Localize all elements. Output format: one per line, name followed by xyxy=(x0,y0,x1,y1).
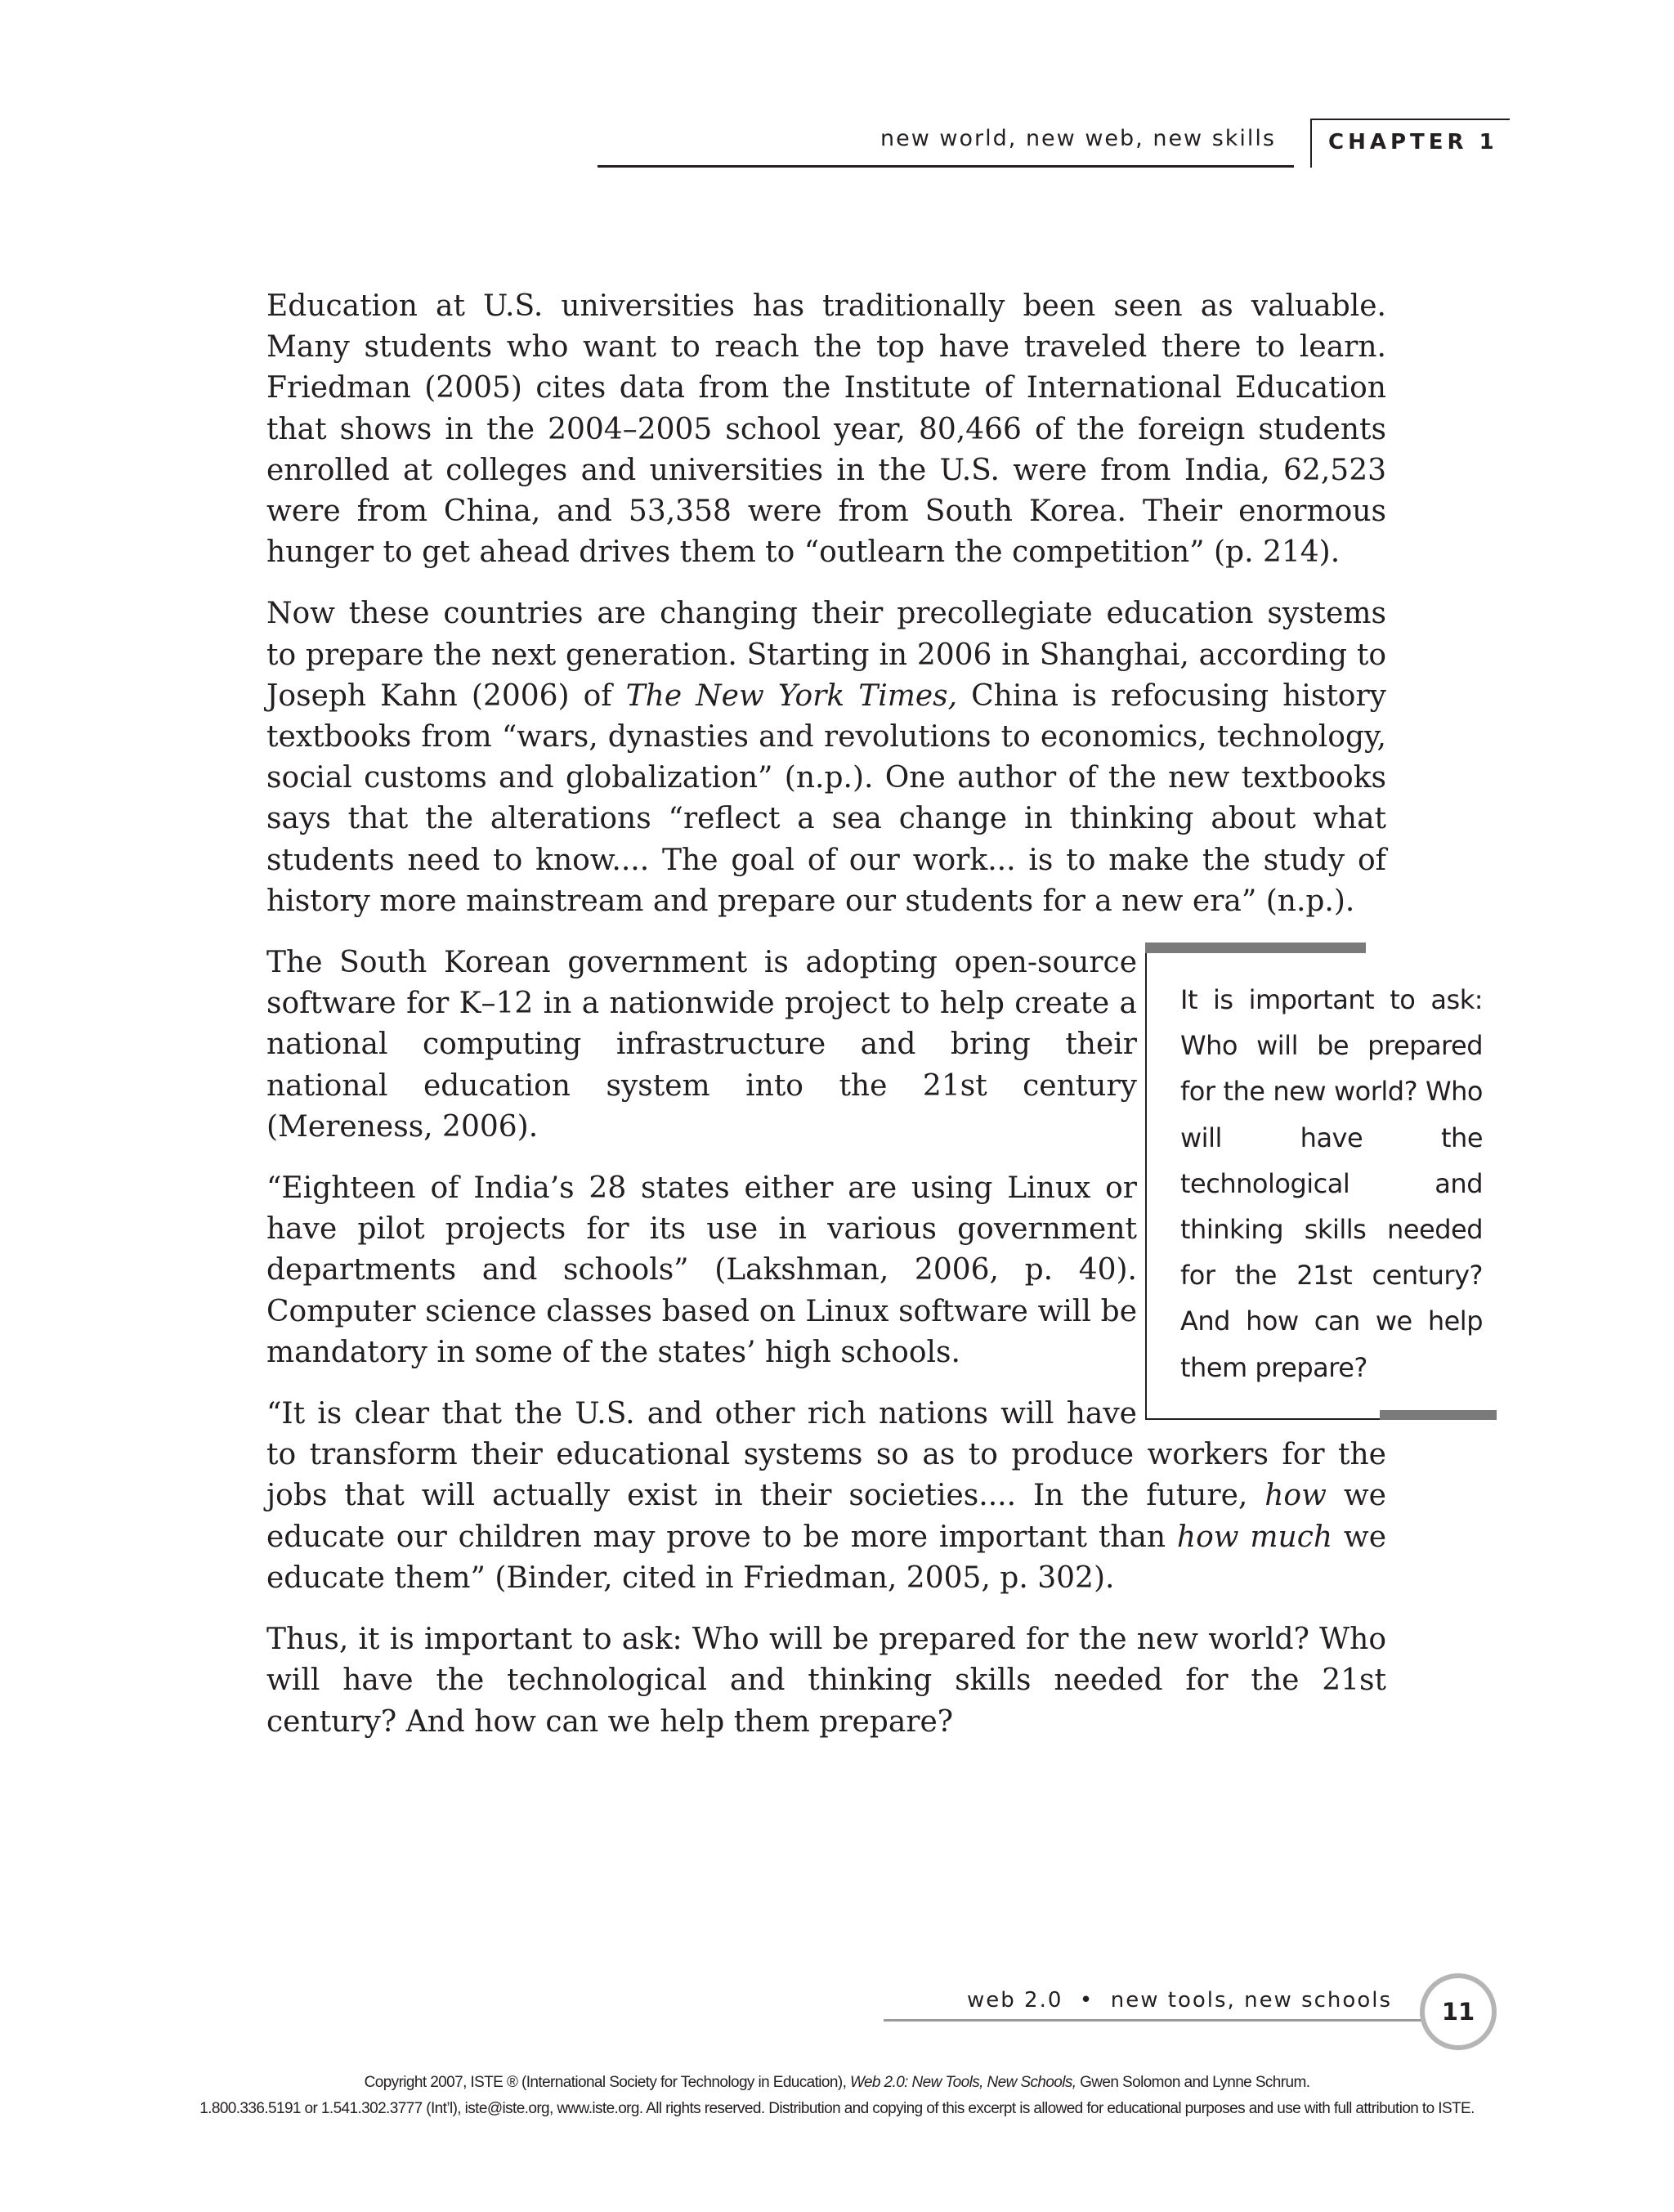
book-title: web 2.0 • new tools, new schools xyxy=(967,1988,1392,2013)
paragraph: Now these countries are changing their precollegiate education systems to prepare the next generation. Starting in 2006 in Shanghai, according to Joseph Kahn (2006) of The New York Times, China is refocusing history textbooks from “wars, dynasties and revolutions to economics, technology, social customs and globalization” (n.p.). One author of the new textbooks says that the alterations “reflect a sea change in thinking about what students need to know.... The goal of our work... is to make the study of history more mainstream and prepare our students for a new era” (n.p.). xyxy=(266,597,1387,918)
running-title: new world, new web, new skills xyxy=(880,126,1276,151)
pull-quote-top-bar xyxy=(1145,943,1366,953)
contact-line: 1.800.336.5191 or 1.541.302.3777 (Int’l), iste@iste.org, www.iste.org. All rights reserved. Distribution and copying of this excerpt is allowed for educational purposes and use with full attribution to ISTE. xyxy=(199,2100,1475,2117)
chapter-label: CHAPTER 1 xyxy=(1328,130,1498,154)
paragraph: The South Korean government is adopting open-source software for K–12 in a nationwide project to help create a national computing infrastructure and bring their national education system into the 21st century (Mereness, 2006). xyxy=(266,946,1137,1144)
paragraph: Education at U.S. universities has traditionally been seen as valuable. Many students who want to reach the top have traveled there to learn. Friedman (2005) cites data from the Institute of International Education that shows in the 2004–2005 school year, 80,466 of the foreign students enrolled at colleges and universities in the U.S. were from India, 62,523 were from China, and 53,358 were from South Korea. Their enormous hunger to get ahead drives them to “outlearn the competition” (p. 214). xyxy=(266,289,1386,570)
paragraph: Thus, it is important to ask: Who will be prepared for the new world? Who will have the technological and thinking skills needed for the 21st century? And how can we help them prepare? xyxy=(266,1623,1386,1739)
copyright-line: Copyright 2007, ISTE ® (International Society for Technology in Education), Web 2.0: New Tools, New Schools, Gwen Solomon and Lynne Schrum. xyxy=(364,2074,1310,2091)
page-number: 11 xyxy=(1420,1973,1497,2050)
main-text xyxy=(266,286,1483,1763)
pull-quote xyxy=(1145,943,1497,1420)
running-header xyxy=(598,116,1294,168)
pull-quote-bottom-bar xyxy=(1380,1410,1497,1420)
paragraph: “It is clear that the U.S. and other rich nations will have to transform their educational systems so as to produce workers for the jobs that will actually exist in their societies.... In the future, how we educate our children may prove to be more important than how much we educate them” (Binder, cited in Friedman, 2005, p. 302). xyxy=(266,1397,1386,1595)
paragraph: “Eighteen of India’s 28 states either are using Linux or have pilot projects for its use in various government departments and schools” (Lakshman, 2006, p. 40). Computer science classes based on Linux software will be mandatory in some of the states’ high schools. xyxy=(266,1171,1137,1369)
chapter-box xyxy=(1310,119,1510,168)
pull-quote-text: It is important to ask: Who will be prepared for the new world? Who will have the technological and thinking skills needed for the 21st century? And how can we help them prepare? xyxy=(1180,984,1483,1383)
footer-rule xyxy=(884,2019,1423,2022)
